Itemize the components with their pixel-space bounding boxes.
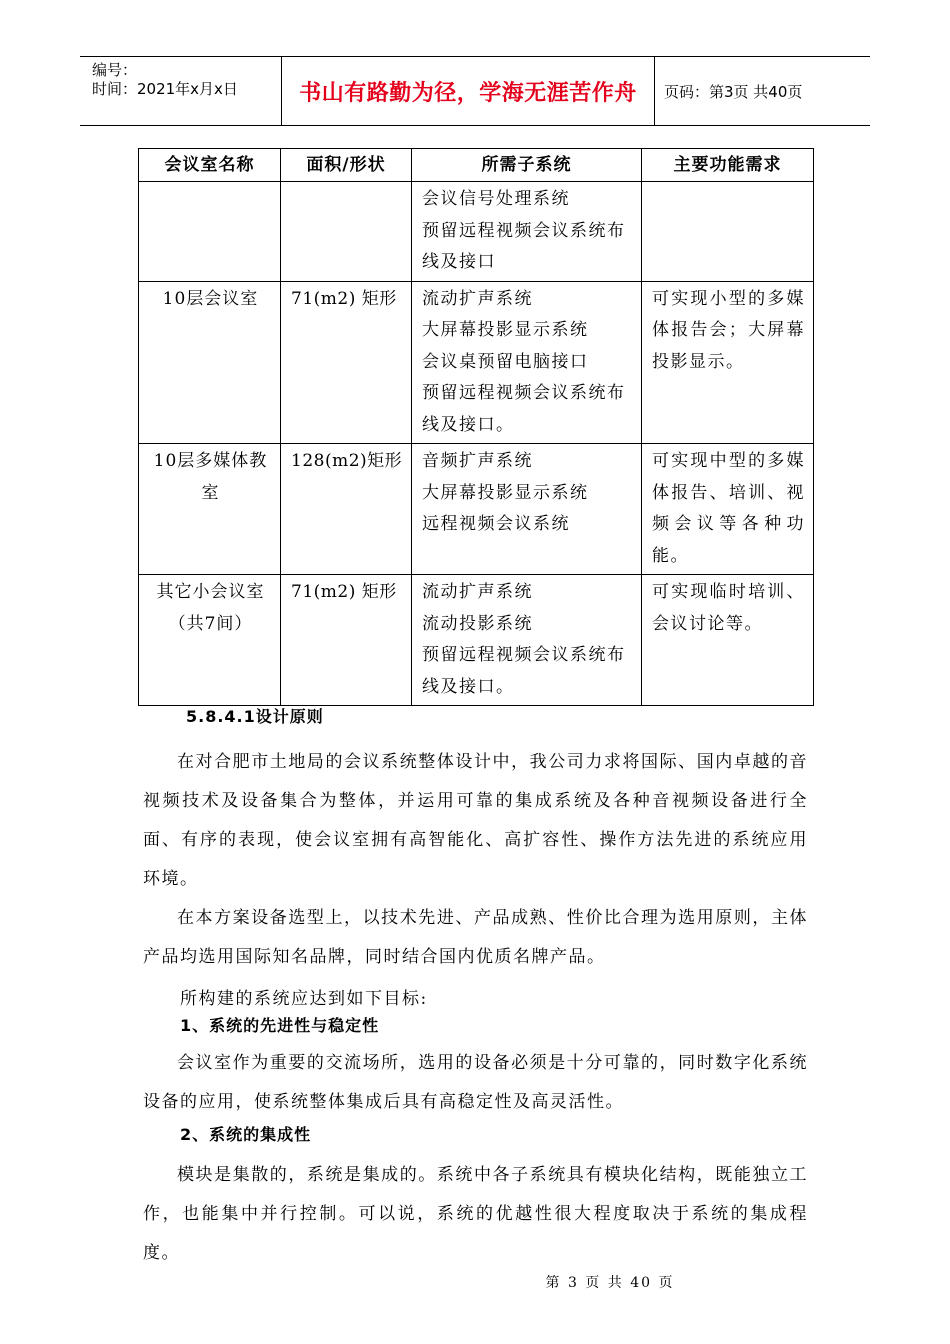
paragraph-selection-principle: 在本方案设备选型上，以技术先进、产品成熟、性价比合理为选用原则，主体产品均选用国际知名品牌，同时结合国内优质名牌产品。 [143, 908, 808, 967]
time-label: 时间：2021年x月x日 [92, 80, 238, 98]
subsystem-line: 线及接口 [422, 252, 496, 272]
function-cell: 可实现中型的多媒体报告、培训、视频会议等各种功能。 [642, 444, 814, 575]
header-meta [92, 61, 238, 99]
area-cell: 71(m2) 矩形 [281, 575, 412, 706]
subsystems-cell [412, 444, 642, 575]
subsystems-cell [412, 575, 642, 706]
subsystem-line: 流动扩声系统 [422, 582, 533, 602]
header-page-info: 页码：第3页 共40页 [664, 82, 803, 101]
col-header-subsystems: 所需子系统 [412, 149, 642, 182]
section-title: 5.8.4.1设计原则 [186, 707, 324, 726]
table-header-row [139, 149, 814, 182]
area-cell: 71(m2) 矩形 [281, 281, 412, 444]
subsystem-line: 预留远程视频会议系统布 [422, 220, 626, 241]
subsystem-line: 音频扩声系统 [422, 451, 533, 471]
subsystem-line: 预留远程视频会议系统布 [422, 645, 626, 665]
header-motto: 书山有路勤为径，学海无涯苦作舟 [299, 80, 637, 106]
subsystems-cell [412, 182, 642, 282]
table-row [139, 281, 814, 444]
subsystem-line: 流动扩声系统 [422, 288, 533, 309]
table-row [139, 182, 814, 282]
room-name-cell: 其它小会议室（共7间） [139, 575, 281, 706]
serial-label: 编号： [92, 61, 138, 79]
goal-2-title: 2、系统的集成性 [180, 1125, 312, 1144]
goal-2-text: 模块是集散的，系统是集成的。系统中各子系统具有模块化结构，既能独立工作，也能集中并行控制。可以说，系统的优越性很大程度取决于系统的集成程度。 [143, 1165, 808, 1263]
page-header [80, 56, 870, 126]
subsystem-line: 线及接口。 [422, 676, 515, 697]
col-header-area-shape: 面积/形状 [281, 149, 412, 182]
subsystem-line: 大屏幕投影显示系统 [422, 482, 589, 503]
room-name-cell: 10层多媒体教室 [139, 444, 281, 575]
function-cell [642, 182, 814, 282]
room-name-cell [139, 182, 281, 282]
subsystem-line: 会议信号处理系统 [422, 189, 570, 209]
subsystem-line: 线及接口。 [422, 414, 515, 435]
page-footer: 第 3 页 共 40 页 [545, 1275, 675, 1291]
header-divider [654, 57, 655, 125]
col-header-room-name: 会议室名称 [139, 149, 281, 182]
goal-1-title: 1、系统的先进性与稳定性 [180, 1016, 380, 1035]
subsystem-line: 大屏幕投影显示系统 [422, 320, 589, 340]
area-cell [281, 182, 412, 282]
room-name-cell: 10层会议室 [139, 281, 281, 444]
subsystem-line: 远程视频会议系统 [422, 514, 570, 534]
goals-intro: 所构建的系统应达到如下目标: [180, 989, 428, 1009]
table-row [139, 575, 814, 706]
col-header-functions: 主要功能需求 [642, 149, 814, 182]
function-cell: 可实现临时培训、会议讨论等。 [642, 575, 814, 706]
subsystem-line: 会议桌预留电脑接口 [422, 351, 589, 372]
area-cell: 128(m2)矩形 [281, 444, 412, 575]
goal-1-text: 会议室作为重要的交流场所，选用的设备必须是十分可靠的，同时数字化系统设备的应用，使系统整体集成后具有高稳定性及高灵活性。 [143, 1053, 808, 1112]
subsystem-line: 流动投影系统 [422, 613, 533, 634]
subsystems-cell [412, 281, 642, 444]
meeting-room-table [138, 148, 814, 706]
table-row [139, 444, 814, 575]
subsystem-line: 预留远程视频会议系统布 [422, 383, 626, 403]
function-cell: 可实现小型的多媒体报告会；大屏幕投影显示。 [642, 281, 814, 444]
paragraph-design-intro: 在对合肥市土地局的会议系统整体设计中，我公司力求将国际、国内卓越的音视频技术及设备集合为整体，并运用可靠的集成系统及各种音视频设备进行全面、有序的表现，使会议室拥有高智能化、高扩容性、操作方法先进的系统应用环境。 [143, 752, 808, 889]
